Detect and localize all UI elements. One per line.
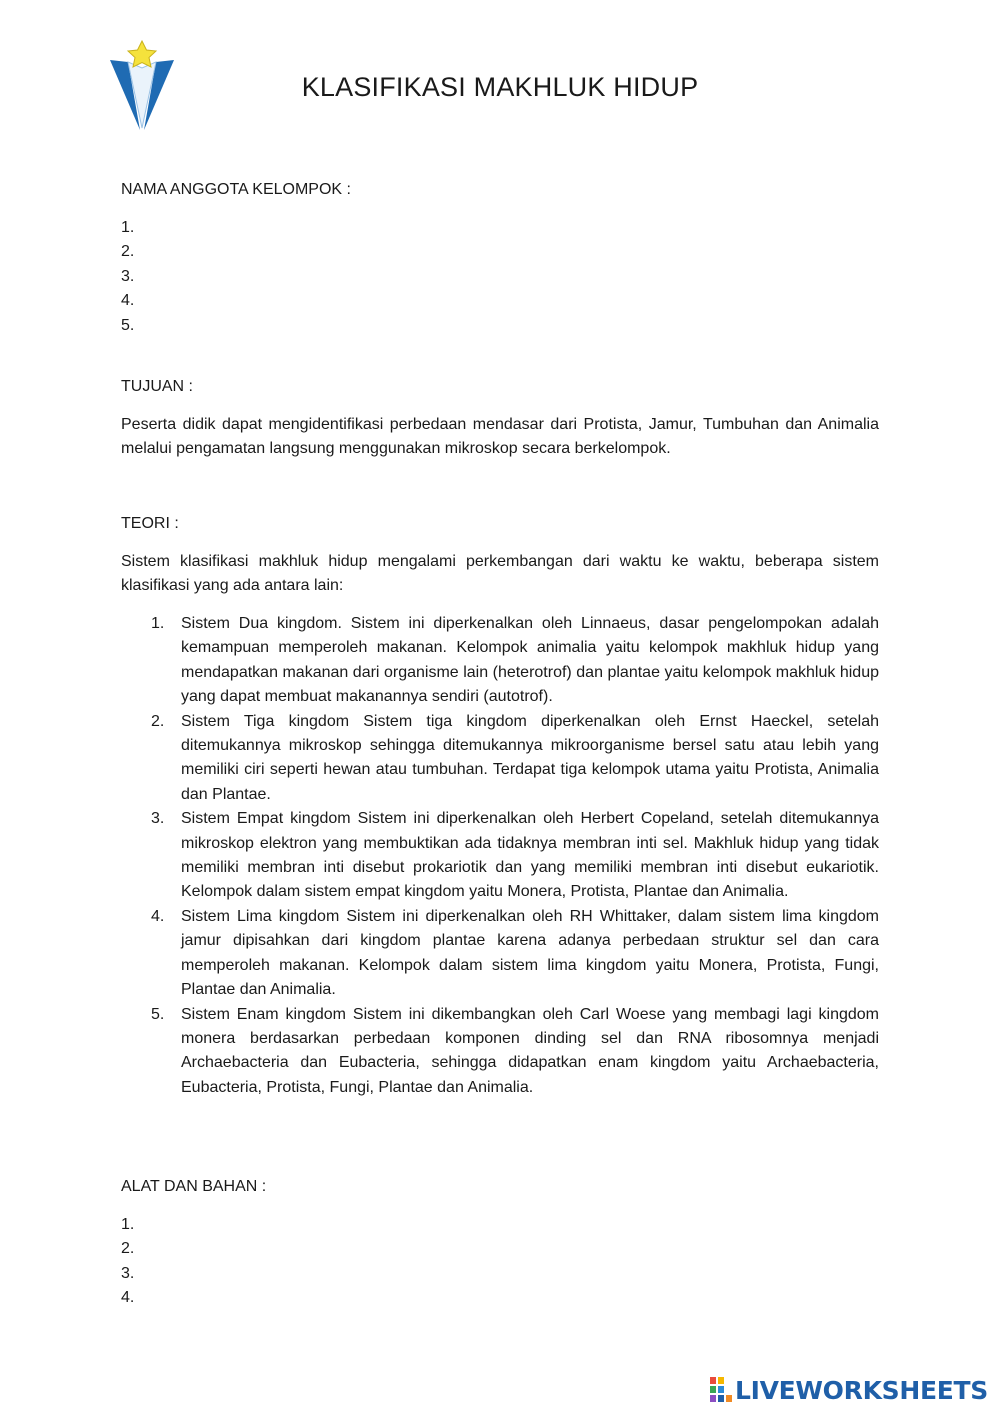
list-item bbox=[121, 807, 879, 905]
theory-list bbox=[121, 612, 879, 1100]
theory-intro: Sistem klasifikasi makhluk hidup mengalami perkembangan dari waktu ke waktu, beberapa sistem klasifikasi yang ada antara lain: bbox=[121, 553, 879, 595]
liveworksheets-brand bbox=[710, 1372, 988, 1408]
item-text: Sistem Tiga kingdom Sistem tiga kingdom diperkenalkan oleh Ernst Haeckel, setelah ditemukannya mikroskop sehingga ditemukannya mikroorganisme bersel satu atau lebih yang memiliki ciri seperti hewan atau tumbuhan. Terdapat tiga kelompok utama yaitu Protista, Animalia dan Plantae. bbox=[181, 712, 879, 803]
list-item: 2. bbox=[121, 1240, 135, 1258]
list-item bbox=[121, 1003, 879, 1101]
list-item: 1. bbox=[121, 219, 135, 236]
brand-text: LIVEWORKSHEETS bbox=[734, 1375, 988, 1405]
list-item bbox=[121, 905, 879, 1003]
objective-text: Peserta didik dapat mengidentifikasi perbedaan mendasar dari Protista, Jamur, Tumbuhan dan Animalia melalui pengamatan langsung menggunakan mikroskop secara berkelompok. bbox=[121, 416, 879, 458]
list-item: 4. bbox=[121, 292, 135, 310]
theory-label: TEORI : bbox=[121, 515, 179, 532]
list-item: 3. bbox=[121, 1264, 135, 1282]
item-number: 2. bbox=[151, 712, 165, 730]
item-text: Sistem Lima kingdom Sistem ini diperkenalkan oleh RH Whittaker, dalam sistem lima kingdom jamur dipisahkan dari kingdom plantae karena adanya perbedaan struktur sel dan cara memperoleh makanan. Kelompok dalam sistem lima kingdom yaitu Monera, Protista, Fungi, Plantae dan Animalia. bbox=[181, 907, 879, 999]
item-number: 3. bbox=[151, 810, 165, 828]
list-item: 3. bbox=[121, 267, 135, 285]
list-item: 5. bbox=[121, 316, 135, 334]
item-number: 4. bbox=[151, 907, 165, 925]
members-label: NAMA ANGGOTA KELOMPOK : bbox=[121, 181, 351, 198]
list-item: 1. bbox=[121, 1216, 135, 1233]
liveworksheets-logo-icon bbox=[710, 1377, 732, 1403]
item-text: Sistem Enam kingdom Sistem ini dikembangkan oleh Carl Woese yang membagi lagi kingdom monera berdasarkan perbedaan komponen dinding sel dan RNA ribosomnya menjadi Archaebacteria dan Eubacteria, sehingga didapatkan enam kingdom yaitu Archaebacteria, Eubacteria, Protista, Fungi, Plantae dan Animalia. bbox=[181, 1005, 879, 1096]
members-list bbox=[121, 216, 134, 338]
list-item bbox=[121, 612, 879, 710]
list-item bbox=[121, 710, 879, 808]
objective-label: TUJUAN : bbox=[121, 378, 193, 395]
materials-list bbox=[121, 1213, 134, 1311]
item-number: 5. bbox=[151, 1005, 165, 1023]
materials-label: ALAT DAN BAHAN : bbox=[121, 1178, 267, 1195]
item-text: Sistem Dua kingdom. Sistem ini diperkenalkan oleh Linnaeus, dasar pengelompokan adalah kemampuan memperoleh makanan. Kelompok animalia yaitu kelompok makhluk hidup yang mendapatkan makanan dari organisme lain (heterotrof) dan plantae yaitu kelompok makhluk hidup yang dapat membuat makanannya sendiri (autotrof). bbox=[181, 615, 879, 706]
list-item: 2. bbox=[121, 243, 135, 261]
list-item: 4. bbox=[121, 1289, 135, 1307]
item-text: Sistem Empat kingdom Sistem ini diperkenalkan oleh Herbert Copeland, setelah ditemukannya mikroskop elektron yang membuktikan ada tidaknya membran inti sel. Makhluk hidup yang tidak memiliki membran inti disebut prokariotik dan yang memiliki membran inti disebut eukariotik. Kelompok dalam sistem empat kingdom yaitu Monera, Protista, Plantae dan Animalia. bbox=[181, 810, 879, 901]
page-title: KLASIFIKASI MAKHLUK HIDUP bbox=[301, 72, 699, 102]
item-number: 1. bbox=[151, 615, 165, 632]
